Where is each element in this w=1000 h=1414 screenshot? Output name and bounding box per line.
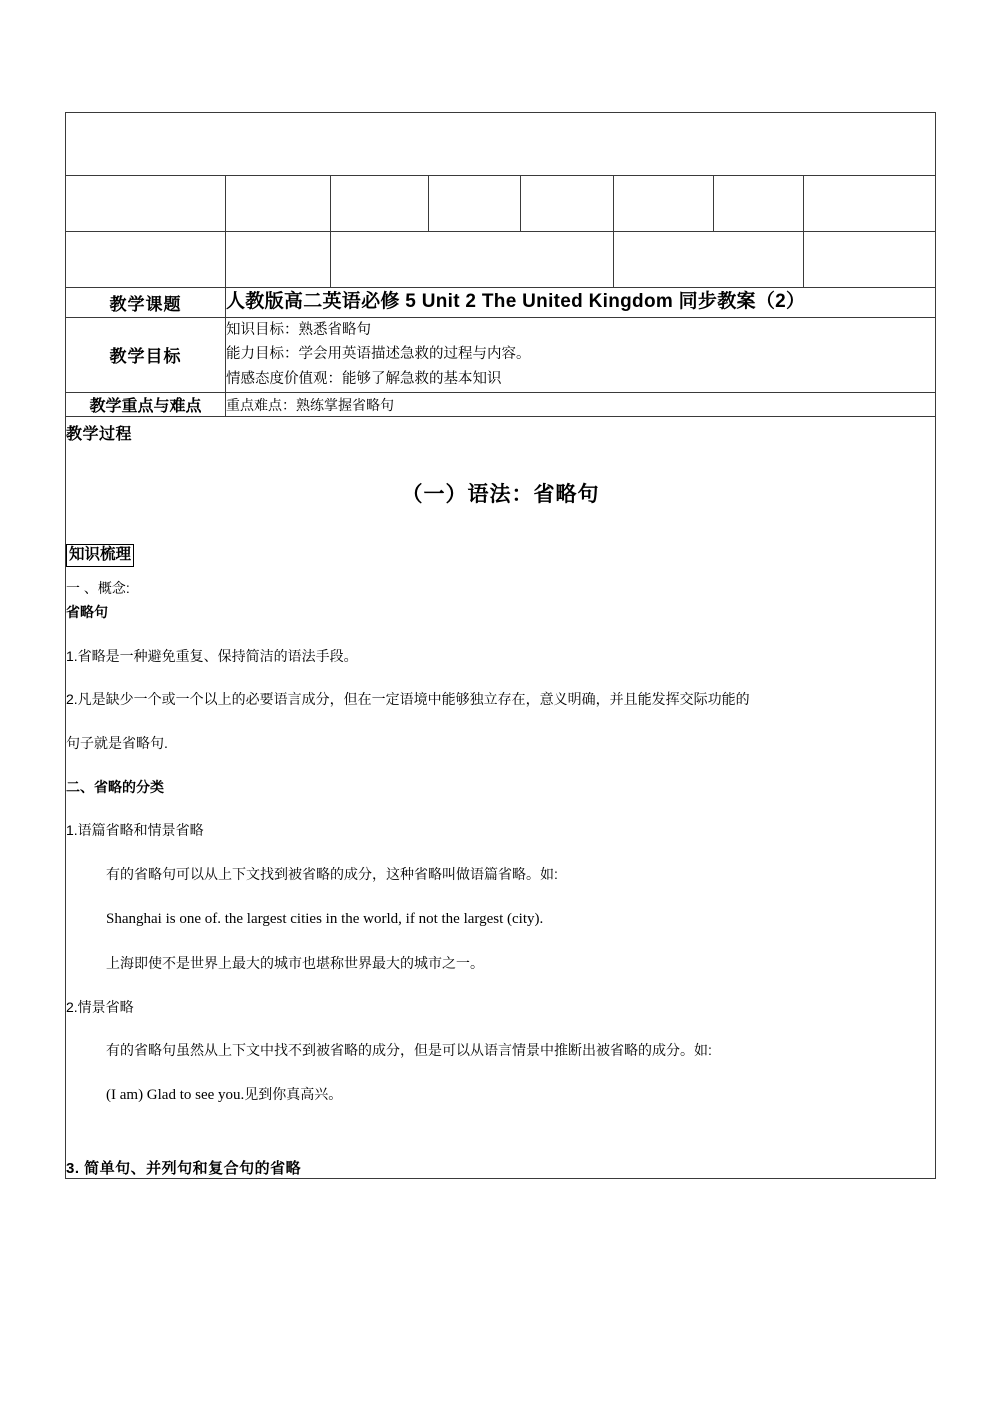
lesson-title-value: 人教版高二英语必修 5 Unit 2 The United Kingdom 同步教案（2） [226, 288, 936, 318]
table-row-process [66, 417, 936, 1179]
row-label-topic: 教学课题 [66, 288, 226, 318]
concept-item-2: 2.凡是缺少一个或一个以上的必要语言成分，但在一定语境中能够独立存在，意义明确，并且能发挥交际功能的 [66, 691, 750, 708]
blank-cell [331, 176, 429, 232]
classification-item-2-example-cn: 见到你真高兴。 [244, 1085, 343, 1102]
table-row-topic [66, 288, 936, 318]
blank-cell [804, 176, 936, 232]
process-cell [66, 417, 936, 1179]
concept-item-3: 句子就是省略句. [66, 734, 168, 751]
classification-item-1-desc: 有的省略句可以从上下文找到被省略的成分，这种省略叫做语篇省略。如: [106, 865, 558, 882]
blank-cell [614, 232, 804, 288]
blank-cell [614, 176, 714, 232]
table-row-blank-1 [66, 113, 936, 176]
objective-line-ability: 能力目标：学会用英语描述急救的过程与内容。 [226, 346, 531, 363]
blank-cell [331, 232, 614, 288]
table-row-blank-2 [66, 176, 936, 232]
row-label-key-points: 教学重点与难点 [66, 393, 226, 417]
classification-item-1-example-en: Shanghai is one of. the largest cities in the world, if not the largest (city). [106, 910, 544, 927]
blank-cell [226, 232, 331, 288]
lesson-plan-table [65, 112, 936, 1179]
knowledge-review-label: 知识梳理 [66, 544, 134, 567]
classification-item-2-example [106, 1084, 935, 1107]
table-row-blank-3 [66, 232, 936, 288]
classification-item-2-title: 2.情景省略 [66, 998, 134, 1015]
blank-cell [429, 176, 521, 232]
objective-line-attitude: 情感态度价值观：能够了解急救的基本知识 [226, 371, 502, 388]
classification-item-2-example-en: (I am) Glad to see you. [106, 1086, 245, 1103]
table-row-key-points [66, 393, 936, 417]
table-row-objectives [66, 317, 936, 393]
concept-item-1: 1.省略是一种避免重复、保持简洁的语法手段。 [66, 647, 358, 664]
grammar-section-title: （一）语法：省略句 [401, 483, 600, 507]
objective-line-knowledge: 知识目标：熟悉省略句 [226, 321, 371, 338]
blank-cell [714, 176, 804, 232]
classification-item-2-desc: 有的省略句虽然从上下文中找不到被省略的成分，但是可以从语言情景中推断出被省略的成分。如: [106, 1042, 712, 1059]
classification-item-3-title: 3. 简单句、并列句和复合句的省略 [66, 1160, 302, 1178]
blank-cell [226, 176, 331, 232]
key-points-value: 重点难点：熟练掌握省略句 [226, 393, 936, 417]
classification-item-1-title: 1.语篇省略和情景省略 [66, 822, 204, 839]
blank-cell [66, 176, 226, 232]
objectives-value [226, 317, 936, 393]
blank-cell [804, 232, 936, 288]
blank-cell [521, 176, 614, 232]
classification-heading: 二、省略的分类 [66, 778, 164, 795]
process-heading: 教学过程 [66, 426, 133, 444]
blank-cell [66, 113, 936, 176]
concept-heading: 一 、概念: [66, 580, 130, 597]
blank-cell [66, 232, 226, 288]
concept-term: 省略句 [66, 603, 108, 620]
row-label-objectives: 教学目标 [66, 317, 226, 393]
classification-item-1-example-cn: 上海即使不是世界上最大的城市也堪称世界最大的城市之一。 [106, 954, 484, 971]
